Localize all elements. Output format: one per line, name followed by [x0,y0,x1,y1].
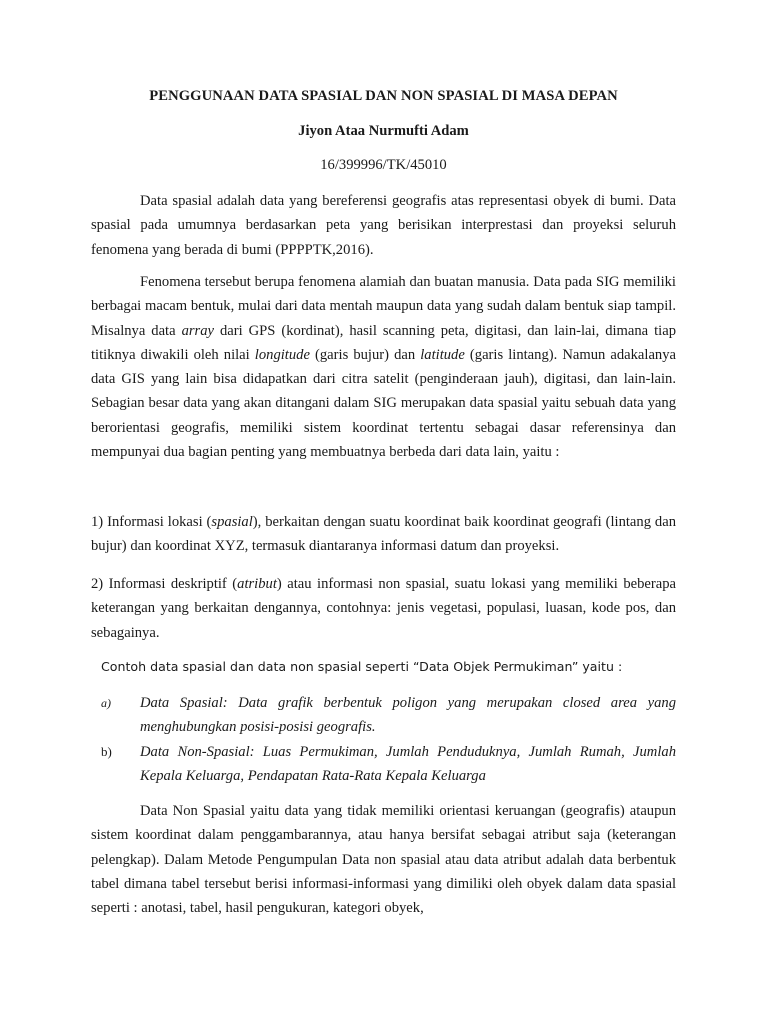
example-intro: Contoh data spasial dan data non spasial seperti “Data Objek Permukiman” yaitu : [101,659,623,674]
document-title: PENGGUNAAN DATA SPASIAL DAN NON SPASIAL DI MASA DEPAN [149,88,618,104]
paragraph-phenomena: Fenomena tersebut berupa fenomena alamiah dan buatan manusia. Data pada SIG memiliki berbagai macam bentuk, mulai dari data mentah maupun data yang sudah dalam bentuk siap tampil. Misalnya data array dari GPS (kordinat), hasil scanning peta, digitasi, dan lain-lai, dimana tiap titiknya diwakili oleh nilai longitude (garis bujur) dan latitude (garis lintang). Namun adakalanya data GIS yang lain bisa didapatkan dari citra satelit (penginderaan jauh), digitasi, dan lain-lain. Sebagian besar data yang akan ditangani dalam SIG merupakan data spasial yaitu sebuah data yang berorientasi geografis, memiliki sistem koordinat tertentu sebagai dasar referensinya dan mempunyai dua bagian penting yang membuatnya berbeda dari data lain, yaitu : [91,274,677,461]
list-marker: a) [101,696,111,710]
paragraph-non-spatial: Data Non Spasial yaitu data yang tidak memiliki orientasi keruangan (geografis) ataupun sistem koordinat dalam penggambarannya, atau hanya bersifat sebagai atribut saja (keterangan pelengkap). Dalam Metode Pengumpulan Data non spasial atau data atribut adalah data berbentuk tabel dimana tabel tersebut berisi informasi-informasi yang dimiliki oleh obyek dalam data spasial seperti : anotasi, tabel, hasil pengukuran, kategori obyek, [91,803,676,917]
paragraph-intro: Data spasial adalah data yang bereferensi geografis atas representasi obyek di bumi. Data spasial pada umumnya berdasarkan peta yang berisikan interprestasi dan proyeksi seluruh fenomena yang berada di bumi (PPPPTK,2016). [91,193,676,258]
list-marker: b) [101,744,112,759]
list-item [101,691,676,740]
point-spatial-info: 1) Informasi lokasi (spasial), berkaitan dengan suatu koordinat baik koordinat geografi (lintang dan bujur) dan koordinat XYZ, termasuk diantaranya informasi datum dan proyeksi. [91,514,677,555]
list-item-text: Data Spasial: Data grafik berbentuk poligon yang merupakan closed area yang menghubungkan posisi-posisi geografis. [140,695,676,736]
student-id: 16/399996/TK/45010 [320,157,447,173]
point-descriptive-info: 2) Informasi deskriptif (atribut) atau informasi non spasial, suatu lokasi yang memiliki beberapa keterangan yang berkaitan dengannya, contohnya: jenis vegetasi, populasi, luasan, kode pos, dan sebagainya. [91,576,676,641]
author-name: Jiyon Ataa Nurmufti Adam [298,123,469,139]
list-item-text: Data Non-Spasial: Luas Permukiman, Jumlah Penduduknya, Jumlah Rumah, Jumlah Kepala Keluarga, Pendapatan Rata-Rata Kepala Keluarga [140,744,676,785]
list-item [101,740,676,789]
